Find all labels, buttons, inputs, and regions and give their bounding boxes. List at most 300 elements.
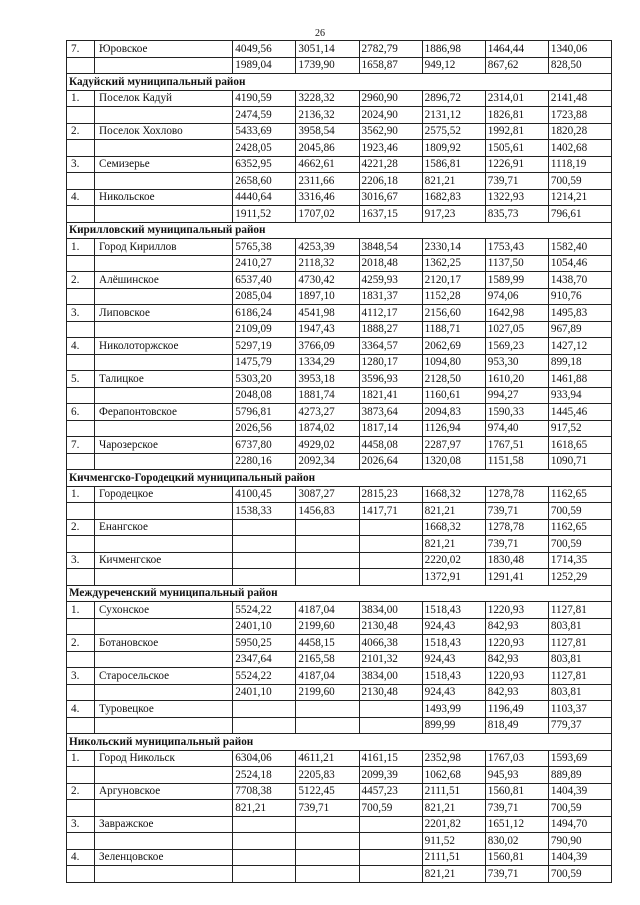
value-cell: 4161,15: [359, 750, 422, 767]
value-cell: 2311,66: [296, 173, 359, 190]
value-cell: 1280,17: [359, 354, 422, 371]
value-cell: 2347,64: [233, 651, 296, 668]
value-cell: 4100,45: [233, 486, 296, 503]
row-index: 4.: [67, 189, 95, 206]
value-cell: 2085,04: [233, 288, 296, 305]
value-cell: 1456,83: [296, 503, 359, 520]
table-row: [67, 849, 612, 866]
value-cell: 945,93: [485, 767, 548, 784]
value-cell: 3016,67: [359, 189, 422, 206]
value-cell: 2896,72: [422, 90, 485, 107]
value-cell: 1322,93: [485, 189, 548, 206]
settlement-name: [95, 288, 233, 305]
table-row: [67, 140, 612, 157]
value-cell: 911,52: [422, 833, 485, 850]
value-cell: 1739,90: [296, 57, 359, 74]
value-cell: [296, 816, 359, 833]
region-title: Кадуйский муниципальный район: [67, 74, 612, 91]
value-cell: 1897,10: [296, 288, 359, 305]
table-row: [67, 800, 612, 817]
value-cell: 1220,93: [485, 635, 548, 652]
value-cell: 2048,08: [233, 387, 296, 404]
value-cell: 2018,48: [359, 255, 422, 272]
settlement-name: [95, 173, 233, 190]
region-title: Кирилловский муниципальный район: [67, 222, 612, 239]
value-cell: 2401,10: [233, 618, 296, 635]
value-cell: [359, 536, 422, 553]
value-cell: 1062,68: [422, 767, 485, 784]
value-cell: 821,21: [422, 173, 485, 190]
value-cell: 924,43: [422, 618, 485, 635]
value-cell: 5303,20: [233, 371, 296, 388]
table-row: [67, 816, 612, 833]
row-index: [67, 173, 95, 190]
row-index: 1.: [67, 602, 95, 619]
value-cell: 828,50: [548, 57, 611, 74]
value-cell: 1427,12: [548, 338, 611, 355]
value-cell: 4440,64: [233, 189, 296, 206]
value-cell: 1947,43: [296, 321, 359, 338]
value-cell: 1445,46: [548, 404, 611, 421]
value-cell: 2782,79: [359, 41, 422, 58]
row-index: 3.: [67, 305, 95, 322]
value-cell: 949,12: [422, 57, 485, 74]
settlement-name: Город Кириллов: [95, 239, 233, 256]
value-cell: 1637,15: [359, 206, 422, 223]
table-row: [67, 123, 612, 140]
value-cell: 917,52: [548, 420, 611, 437]
value-cell: 5297,19: [233, 338, 296, 355]
value-cell: 818,49: [485, 717, 548, 734]
value-cell: 994,27: [485, 387, 548, 404]
settlement-name: Чарозерское: [95, 437, 233, 454]
value-cell: 1252,29: [548, 569, 611, 586]
value-cell: 6186,24: [233, 305, 296, 322]
value-cell: 3766,09: [296, 338, 359, 355]
settlement-name: Зеленцовское: [95, 849, 233, 866]
settlement-name: Аргуновское: [95, 783, 233, 800]
value-cell: 889,89: [548, 767, 611, 784]
region-header-row: [67, 74, 612, 91]
value-cell: [359, 833, 422, 850]
value-cell: 700,59: [359, 800, 422, 817]
table-row: [67, 635, 612, 652]
value-cell: 1820,28: [548, 123, 611, 140]
value-cell: 821,21: [233, 800, 296, 817]
row-index: 5.: [67, 371, 95, 388]
row-index: [67, 651, 95, 668]
value-cell: 933,94: [548, 387, 611, 404]
value-cell: 2199,60: [296, 684, 359, 701]
table-row: [67, 569, 612, 586]
value-cell: 2136,32: [296, 107, 359, 124]
value-cell: [233, 816, 296, 833]
value-cell: 5796,81: [233, 404, 296, 421]
value-cell: 700,59: [548, 173, 611, 190]
value-cell: 1881,74: [296, 387, 359, 404]
value-cell: 2401,10: [233, 684, 296, 701]
table-row: [67, 684, 612, 701]
value-cell: 1911,52: [233, 206, 296, 223]
value-cell: [233, 866, 296, 883]
table-row: [67, 189, 612, 206]
row-index: [67, 321, 95, 338]
value-cell: 1767,03: [485, 750, 548, 767]
value-cell: 1658,87: [359, 57, 422, 74]
value-cell: [296, 833, 359, 850]
value-cell: [296, 717, 359, 734]
value-cell: 739,71: [296, 800, 359, 817]
value-cell: 2109,09: [233, 321, 296, 338]
settlement-name: Талицкое: [95, 371, 233, 388]
value-cell: 2428,05: [233, 140, 296, 157]
value-cell: 6737,80: [233, 437, 296, 454]
value-cell: 7708,38: [233, 783, 296, 800]
row-index: [67, 833, 95, 850]
value-cell: 1214,21: [548, 189, 611, 206]
table-row: [67, 288, 612, 305]
value-cell: [296, 536, 359, 553]
row-index: [67, 107, 95, 124]
row-index: [67, 354, 95, 371]
row-index: 4.: [67, 701, 95, 718]
row-index: [67, 569, 95, 586]
value-cell: [296, 552, 359, 569]
value-cell: 4273,27: [296, 404, 359, 421]
row-index: [67, 255, 95, 272]
value-cell: 1291,41: [485, 569, 548, 586]
value-cell: 3873,64: [359, 404, 422, 421]
value-cell: 967,89: [548, 321, 611, 338]
value-cell: 4541,98: [296, 305, 359, 322]
value-cell: 4066,38: [359, 635, 422, 652]
value-cell: 2815,23: [359, 486, 422, 503]
row-index: 2.: [67, 272, 95, 289]
value-cell: 4458,08: [359, 437, 422, 454]
settlement-name: [95, 387, 233, 404]
value-cell: 3364,57: [359, 338, 422, 355]
value-cell: 1874,02: [296, 420, 359, 437]
value-cell: 2165,58: [296, 651, 359, 668]
value-cell: 700,59: [548, 536, 611, 553]
tariff-table: [66, 40, 612, 883]
value-cell: 739,71: [485, 173, 548, 190]
value-cell: 2094,83: [422, 404, 485, 421]
region-header-row: [67, 470, 612, 487]
value-cell: 3228,32: [296, 90, 359, 107]
region-header-row: [67, 222, 612, 239]
value-cell: 974,06: [485, 288, 548, 305]
value-cell: [296, 701, 359, 718]
row-index: [67, 866, 95, 883]
value-cell: 1151,58: [485, 453, 548, 470]
value-cell: [296, 569, 359, 586]
value-cell: 3848,54: [359, 239, 422, 256]
value-cell: 2092,34: [296, 453, 359, 470]
value-cell: 1127,81: [548, 635, 611, 652]
value-cell: 2280,16: [233, 453, 296, 470]
table-row: [67, 552, 612, 569]
settlement-name: [95, 453, 233, 470]
value-cell: 5524,22: [233, 668, 296, 685]
value-cell: 1334,29: [296, 354, 359, 371]
value-cell: 3958,54: [296, 123, 359, 140]
value-cell: 1188,71: [422, 321, 485, 338]
table-row: [67, 668, 612, 685]
value-cell: 1817,14: [359, 420, 422, 437]
value-cell: 1278,78: [485, 486, 548, 503]
value-cell: 739,71: [485, 503, 548, 520]
value-cell: 803,81: [548, 684, 611, 701]
value-cell: 4049,56: [233, 41, 296, 58]
settlement-name: Поселок Хохлово: [95, 123, 233, 140]
settlement-name: [95, 255, 233, 272]
value-cell: 3834,00: [359, 668, 422, 685]
region-title: Междуреченский муниципальный район: [67, 585, 612, 602]
value-cell: 1590,33: [485, 404, 548, 421]
table-row: [67, 371, 612, 388]
value-cell: 2026,56: [233, 420, 296, 437]
settlement-name: Никольское: [95, 189, 233, 206]
value-cell: 2120,17: [422, 272, 485, 289]
settlement-name: [95, 321, 233, 338]
value-cell: 899,18: [548, 354, 611, 371]
value-cell: [296, 849, 359, 866]
row-index: 2.: [67, 519, 95, 536]
value-cell: [359, 569, 422, 586]
value-cell: 1518,43: [422, 602, 485, 619]
table-row: [67, 437, 612, 454]
value-cell: 1362,25: [422, 255, 485, 272]
table-row: [67, 783, 612, 800]
table-row: [67, 404, 612, 421]
settlement-name: [95, 206, 233, 223]
value-cell: 5765,38: [233, 239, 296, 256]
value-cell: 835,73: [485, 206, 548, 223]
value-cell: 2101,32: [359, 651, 422, 668]
value-cell: 1586,81: [422, 156, 485, 173]
value-cell: 1723,88: [548, 107, 611, 124]
row-index: 6.: [67, 404, 95, 421]
value-cell: 4458,15: [296, 635, 359, 652]
settlement-name: Ферапонтовское: [95, 404, 233, 421]
settlement-name: [95, 618, 233, 635]
value-cell: [233, 701, 296, 718]
value-cell: 1518,43: [422, 668, 485, 685]
value-cell: 2045,86: [296, 140, 359, 157]
value-cell: 6352,95: [233, 156, 296, 173]
value-cell: 2111,51: [422, 783, 485, 800]
value-cell: 4662,61: [296, 156, 359, 173]
value-cell: 2099,39: [359, 767, 422, 784]
value-cell: 2220,02: [422, 552, 485, 569]
value-cell: 4730,42: [296, 272, 359, 289]
value-cell: 1569,23: [485, 338, 548, 355]
settlement-name: Поселок Кадуй: [95, 90, 233, 107]
value-cell: 2131,12: [422, 107, 485, 124]
row-index: 2.: [67, 635, 95, 652]
table-body: [67, 41, 612, 883]
value-cell: 1372,91: [422, 569, 485, 586]
value-cell: 2199,60: [296, 618, 359, 635]
value-cell: 4929,02: [296, 437, 359, 454]
value-cell: 790,90: [548, 833, 611, 850]
value-cell: 1493,99: [422, 701, 485, 718]
value-cell: 1888,27: [359, 321, 422, 338]
row-index: [67, 618, 95, 635]
value-cell: 3834,00: [359, 602, 422, 619]
region-header-row: [67, 585, 612, 602]
value-cell: 1127,81: [548, 602, 611, 619]
value-cell: 1103,37: [548, 701, 611, 718]
value-cell: 1538,33: [233, 503, 296, 520]
settlement-name: Туровецкое: [95, 701, 233, 718]
value-cell: 6537,40: [233, 272, 296, 289]
settlement-name: [95, 57, 233, 74]
settlement-name: Сухонское: [95, 602, 233, 619]
value-cell: 830,02: [485, 833, 548, 850]
row-index: 4.: [67, 338, 95, 355]
settlement-name: [95, 866, 233, 883]
settlement-name: Юровское: [95, 41, 233, 58]
value-cell: 2960,90: [359, 90, 422, 107]
region-header-row: [67, 734, 612, 751]
value-cell: [233, 849, 296, 866]
value-cell: 796,61: [548, 206, 611, 223]
value-cell: 4259,93: [359, 272, 422, 289]
region-title: Кичменгско-Городецкий муниципальный район: [67, 470, 612, 487]
value-cell: 1642,98: [485, 305, 548, 322]
value-cell: 5524,22: [233, 602, 296, 619]
value-cell: 2330,14: [422, 239, 485, 256]
value-cell: 803,81: [548, 618, 611, 635]
settlement-name: [95, 651, 233, 668]
value-cell: 1162,65: [548, 519, 611, 536]
value-cell: 924,43: [422, 684, 485, 701]
value-cell: 2118,32: [296, 255, 359, 272]
settlement-name: Липовское: [95, 305, 233, 322]
page-number: 26: [315, 28, 325, 39]
value-cell: 3953,18: [296, 371, 359, 388]
value-cell: 821,21: [422, 800, 485, 817]
value-cell: 2410,27: [233, 255, 296, 272]
value-cell: 1320,08: [422, 453, 485, 470]
value-cell: 1340,06: [548, 41, 611, 58]
table-row: [67, 486, 612, 503]
value-cell: 1127,81: [548, 668, 611, 685]
value-cell: 1475,79: [233, 354, 296, 371]
value-cell: 1518,43: [422, 635, 485, 652]
table-row: [67, 453, 612, 470]
value-cell: 4611,21: [296, 750, 359, 767]
value-cell: [359, 849, 422, 866]
settlement-name: [95, 107, 233, 124]
value-cell: 2314,01: [485, 90, 548, 107]
row-index: 4.: [67, 849, 95, 866]
settlement-name: [95, 420, 233, 437]
settlement-name: Кичменгское: [95, 552, 233, 569]
value-cell: 4112,17: [359, 305, 422, 322]
value-cell: 3087,27: [296, 486, 359, 503]
value-cell: 1826,81: [485, 107, 548, 124]
value-cell: 1886,98: [422, 41, 485, 58]
value-cell: [233, 717, 296, 734]
value-cell: 867,62: [485, 57, 548, 74]
value-cell: 1668,32: [422, 519, 485, 536]
value-cell: 1278,78: [485, 519, 548, 536]
value-cell: 3562,90: [359, 123, 422, 140]
value-cell: 1438,70: [548, 272, 611, 289]
row-index: 1.: [67, 486, 95, 503]
row-index: 3.: [67, 668, 95, 685]
table-row: [67, 750, 612, 767]
row-index: [67, 57, 95, 74]
settlement-name: Алёшинское: [95, 272, 233, 289]
value-cell: 1593,69: [548, 750, 611, 767]
value-cell: 1094,80: [422, 354, 485, 371]
value-cell: 1220,93: [485, 602, 548, 619]
table-row: [67, 420, 612, 437]
table-row: [67, 354, 612, 371]
value-cell: 2287,97: [422, 437, 485, 454]
value-cell: 1505,61: [485, 140, 548, 157]
value-cell: 1160,61: [422, 387, 485, 404]
table-row: [67, 57, 612, 74]
value-cell: 1137,50: [485, 255, 548, 272]
value-cell: 2524,18: [233, 767, 296, 784]
table-row: [67, 255, 612, 272]
table-row: [67, 206, 612, 223]
value-cell: 1220,93: [485, 668, 548, 685]
value-cell: 700,59: [548, 503, 611, 520]
value-cell: 5950,25: [233, 635, 296, 652]
value-cell: 924,43: [422, 651, 485, 668]
value-cell: 1152,28: [422, 288, 485, 305]
value-cell: 842,93: [485, 684, 548, 701]
value-cell: 2024,90: [359, 107, 422, 124]
settlement-name: [95, 354, 233, 371]
value-cell: [296, 519, 359, 536]
row-index: [67, 717, 95, 734]
value-cell: [359, 816, 422, 833]
value-cell: 953,30: [485, 354, 548, 371]
row-index: [67, 800, 95, 817]
settlement-name: [95, 536, 233, 553]
table-row: [67, 701, 612, 718]
value-cell: 3596,93: [359, 371, 422, 388]
value-cell: 1118,19: [548, 156, 611, 173]
value-cell: 821,21: [422, 503, 485, 520]
row-index: 3.: [67, 816, 95, 833]
value-cell: 4187,04: [296, 668, 359, 685]
value-cell: 1582,40: [548, 239, 611, 256]
value-cell: 1494,70: [548, 816, 611, 833]
value-cell: 1923,46: [359, 140, 422, 157]
value-cell: 1821,41: [359, 387, 422, 404]
table-row: [67, 651, 612, 668]
value-cell: 1767,51: [485, 437, 548, 454]
settlement-name: Николоторжское: [95, 338, 233, 355]
value-cell: 821,21: [422, 866, 485, 883]
row-index: 1.: [67, 90, 95, 107]
value-cell: [233, 833, 296, 850]
value-cell: 739,71: [485, 866, 548, 883]
row-index: [67, 684, 95, 701]
value-cell: 1560,81: [485, 783, 548, 800]
value-cell: 2575,52: [422, 123, 485, 140]
value-cell: [233, 519, 296, 536]
table-row: [67, 618, 612, 635]
